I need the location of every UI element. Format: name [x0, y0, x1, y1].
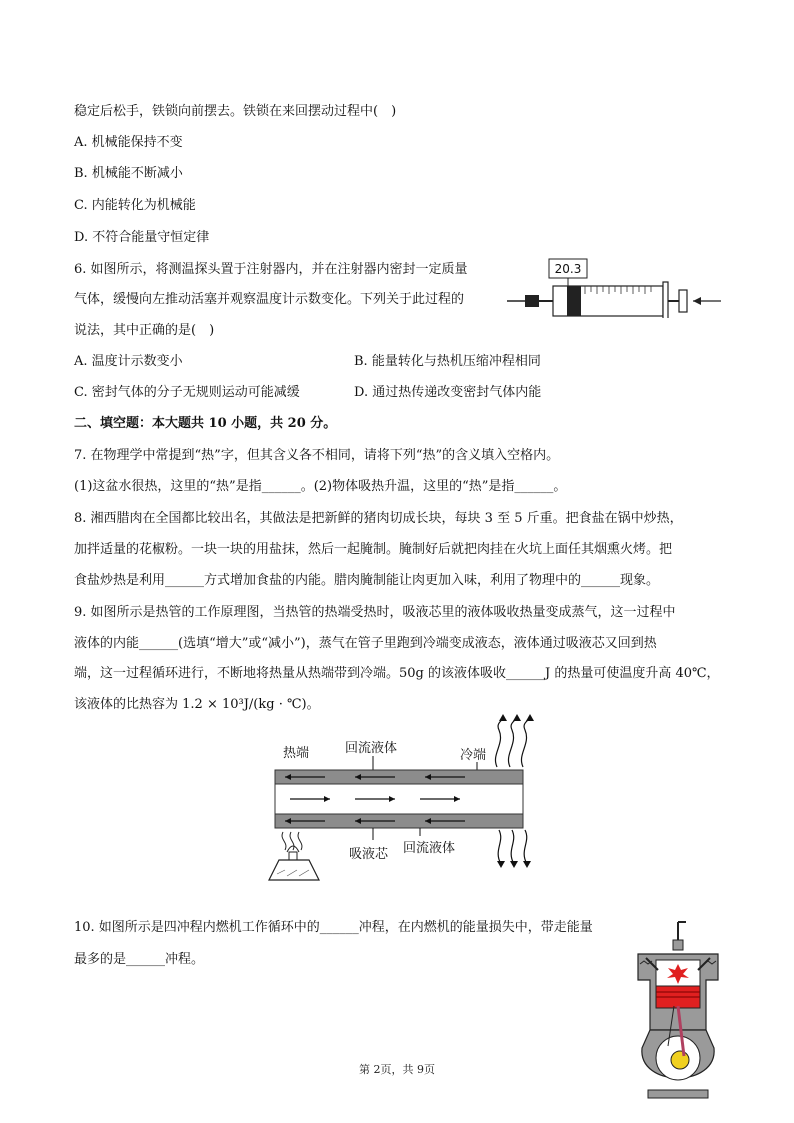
- q9-line1: 9. 如图所示是热管的工作原理图，当热管的热端受热时，吸液芯里的液体吸收热量变成蒸气，这一过程中: [74, 605, 676, 620]
- q6-line3: 说法，其中正确的是( ): [74, 323, 215, 338]
- q8-line2: 加拌适量的花椒粉。一块一块的用盐抹，然后一起腌制。腌制好后就把肉挂在火坑上面任其烟熏火烤。把: [74, 542, 673, 557]
- q8-line1: 8. 湘西腊肉在全国都比较出名，其做法是把新鲜的猪肉切成长块，每块 3 至 5 斤重。把食盐在锅中炒热，: [74, 511, 683, 526]
- q6-option-b: B. 能量转化与热机压缩冲程相同: [354, 354, 541, 369]
- hot-end-label: 热端: [283, 746, 310, 761]
- q6-line1: 6. 如图所示，将测温探头置于注射器内，并在注射器内密封一定质量: [74, 262, 468, 277]
- q7-line1: 7. 在物理学中常提到“热”字，但其含义各不相同，请将下列“热”的含义填入空格内。: [74, 448, 560, 463]
- return-liquid-top-label: 回流液体: [345, 741, 398, 756]
- q5-option-a: A. 机械能保持不变: [74, 135, 183, 150]
- q9-line3: 端，这一过程循环进行，不断地将热量从热端带到冷端。50g 的该液体吸收______J 的热量可使温度升高 40℃，: [74, 666, 720, 681]
- heat-pipe-diagram: [255, 712, 555, 892]
- q10-line2: 最多的是______冲程。: [74, 952, 205, 967]
- q7-line2: (1)这盆水很热，这里的“热”是指______。(2)物体吸热升温，这里的“热”是指______。: [74, 479, 567, 494]
- q9-line2: 液体的内能______(选填“增大”或“减小”)，蒸气在管子里跑到冷端变成液态，液体通过吸液芯又回到热: [74, 636, 657, 651]
- syringe-figure: [505, 256, 725, 318]
- q9-line4: 该液体的比热容为 1.2 × 10³J/(kg · ℃)。: [74, 697, 320, 712]
- q6-option-a: A. 温度计示数变小: [74, 354, 183, 369]
- q6-option-c: C. 密封气体的分子无规则运动可能减缓: [74, 385, 300, 400]
- wick-label: 吸液芯: [349, 847, 389, 862]
- q5-stem-end: 稳定后松手，铁锁向前摆去。铁锁在来回摆动过程中( ): [74, 104, 397, 119]
- q6-option-d: D. 通过热传递改变密封气体内能: [354, 385, 542, 400]
- q8-line3: 食盐炒热是利用______方式增加食盐的内能。腊肉腌制能让肉更加入味，利用了物理中的______现象。: [74, 573, 660, 588]
- cold-end-label: 冷端: [460, 748, 487, 763]
- engine-figure: [628, 918, 728, 1108]
- thermometer-reading: 20.3: [554, 262, 582, 276]
- q5-option-d: D. 不符合能量守恒定律: [74, 230, 210, 245]
- return-liquid-bottom-label: 回流液体: [403, 841, 456, 856]
- page-footer: 第 2页，共 9页: [359, 1063, 435, 1076]
- section2-title: 二、填空题：本大题共 10 小题，共 20 分。: [74, 416, 337, 431]
- q6-line2: 气体，缓慢向左推动活塞并观察温度计示数变化。下列关于此过程的: [74, 292, 465, 307]
- q5-option-c: C. 内能转化为机械能: [74, 198, 196, 213]
- q5-option-b: B. 机械能不断减小: [74, 166, 183, 181]
- q10-line1: 10. 如图所示是四冲程内燃机工作循环中的______冲程，在内燃机的能量损失中，带走能量: [74, 920, 593, 935]
